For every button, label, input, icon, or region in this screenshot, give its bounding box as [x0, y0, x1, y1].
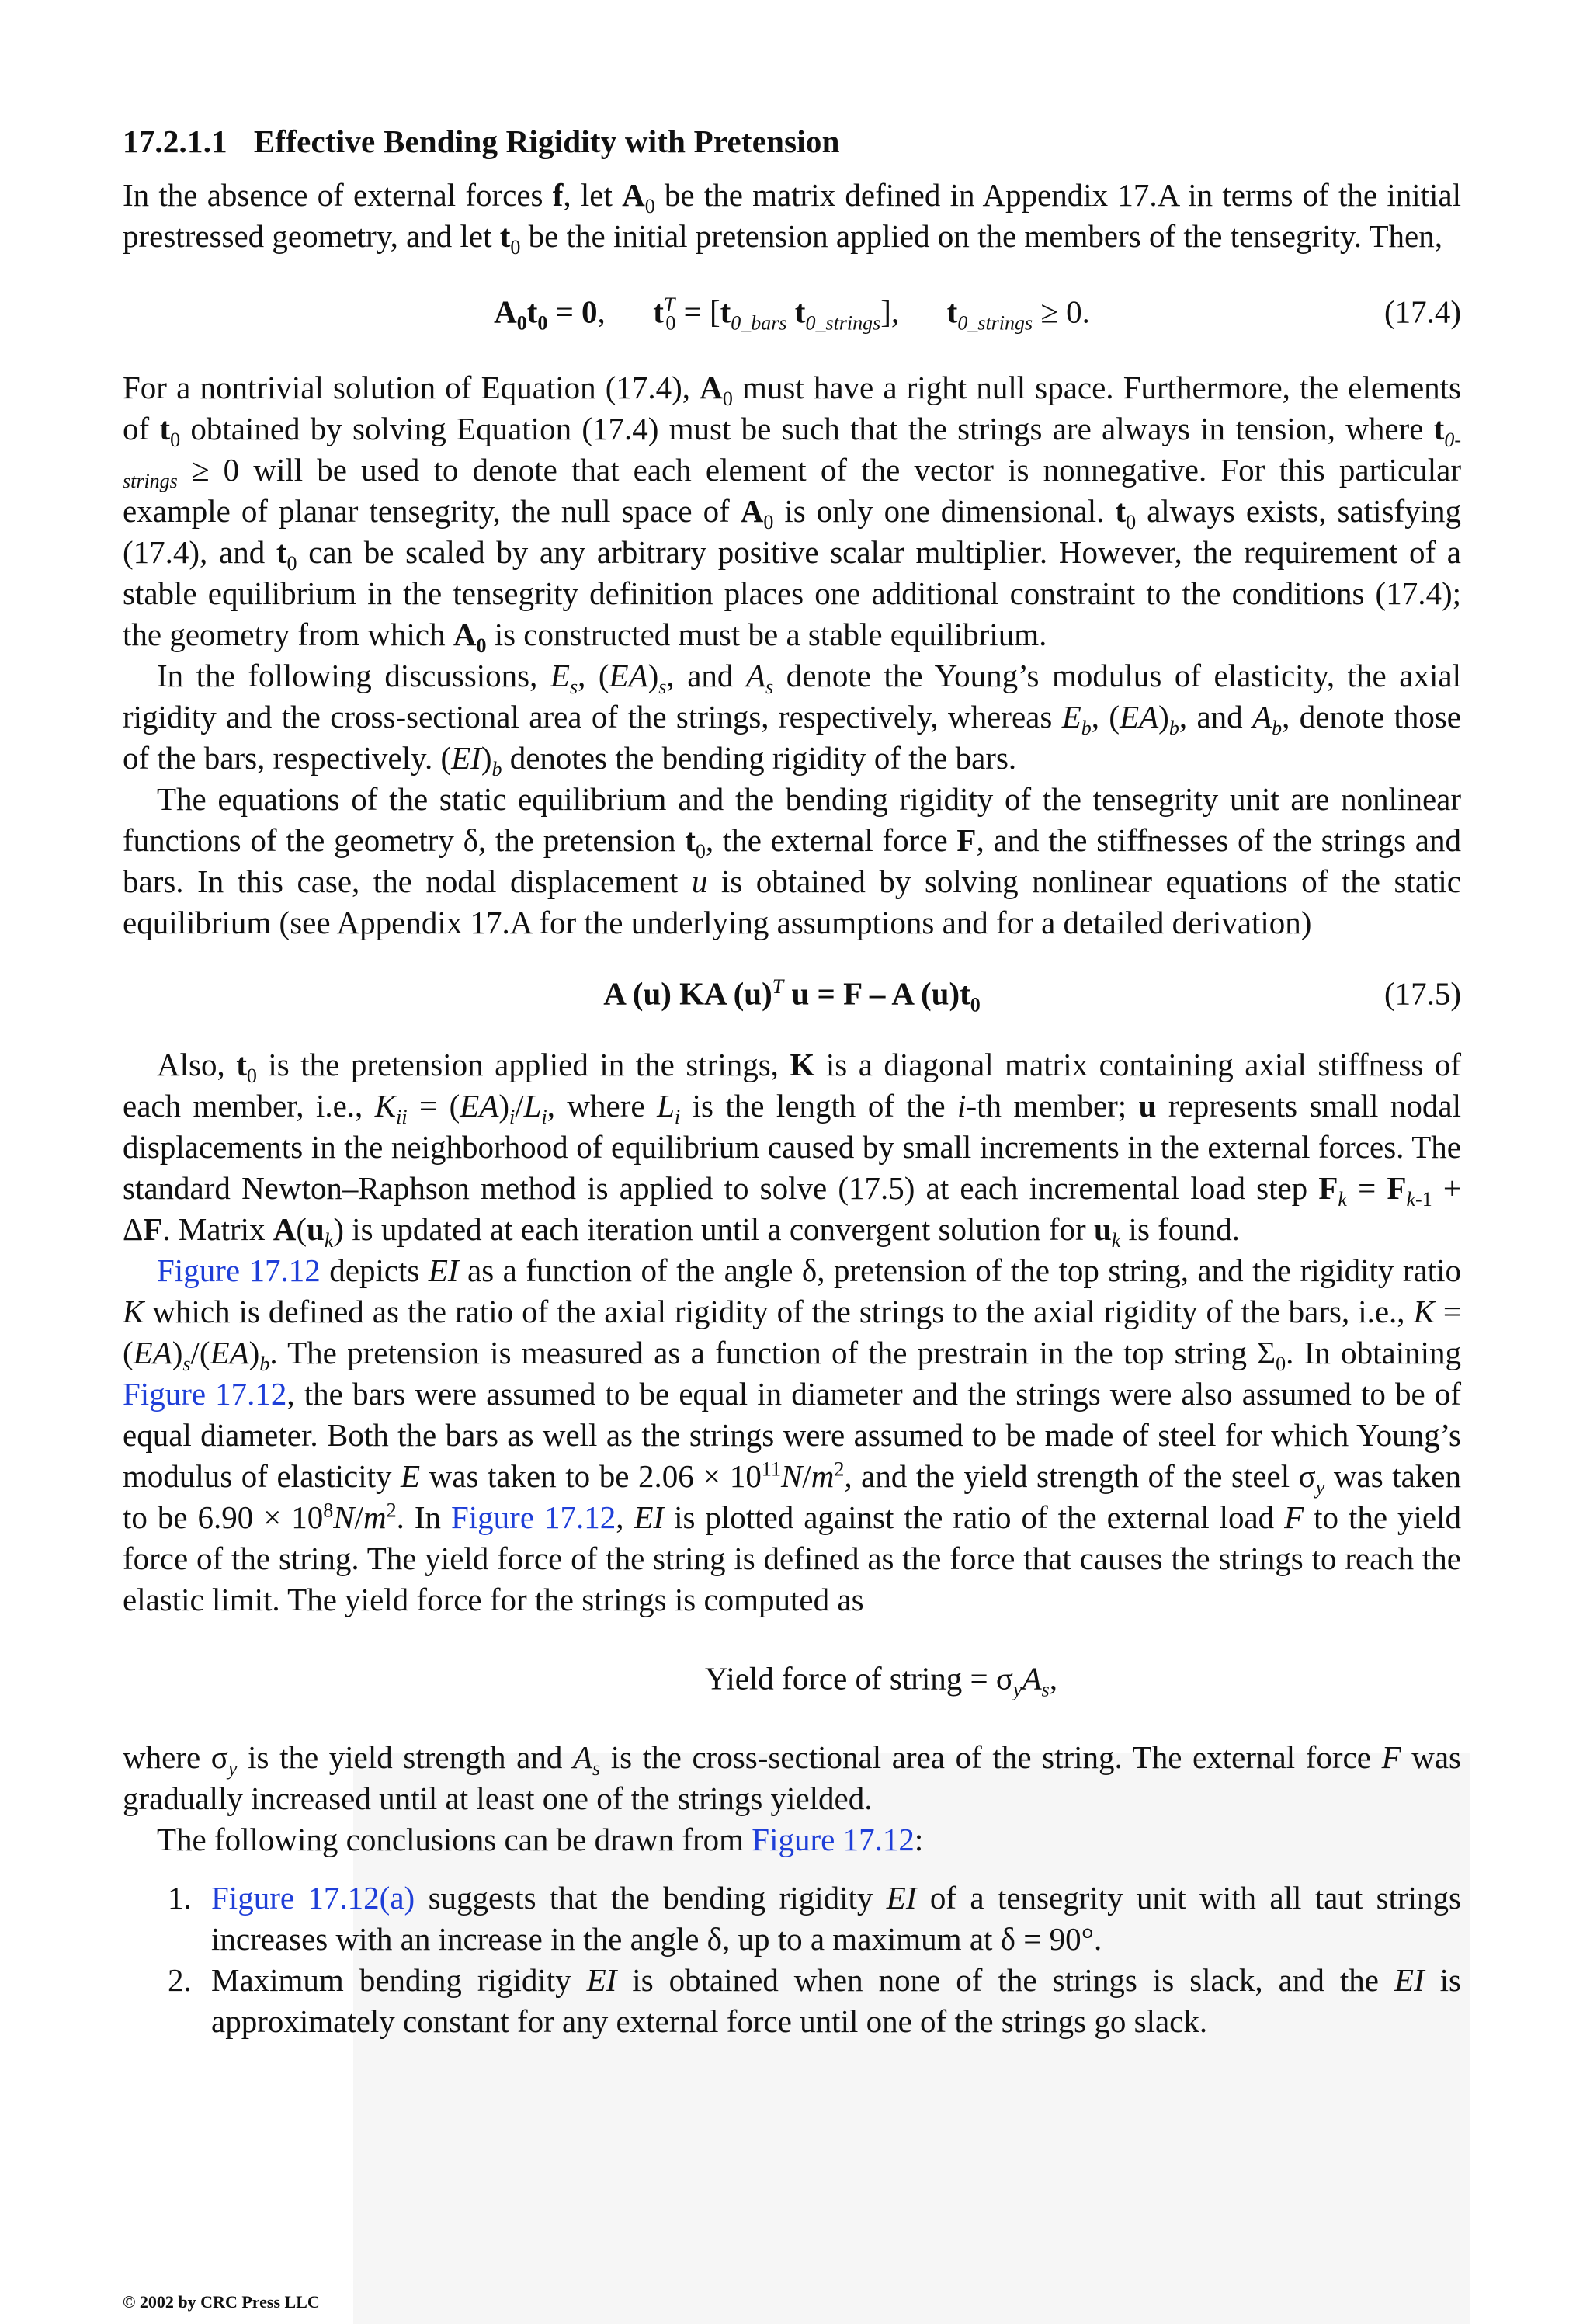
figure-link[interactable]: Figure 17.12	[157, 1252, 321, 1288]
equation-17-4	[123, 257, 1461, 367]
paragraph: Also, $t_0$ is the pretension applied in the strings, K is a diagonal matrix containing axial stiffness of each member, i.e., $K_{ii} = (EA)_i/L_i$, where $L_i$ is the length of the i-th member; u represents small nodal displacements in the neighborhood of equilibrium caused by small increments in the external forces. The standard Newton–Raphson method is applied to solve (17.5) at each incremental load step $F_k = F_{k-1} + \Delta F$. Matrix $A(u_k)$ is updated at each iteration until a convergent solution for $u_k$ is found.	[123, 1047, 1462, 1252]
figure-link[interactable]: Figure 17.12	[752, 1822, 915, 1857]
paragraph: For a nontrivial solution of Equation (17.4), $A_0$ must have a right null space. Furthermore, the elements of $t_0$ obtained by solving Equation (17.4) must be such that the strings are always in tension, where $t_{0-strings} \ge 0$ will be used to denote that each element of the vector is nonnegative. For this particular example of planar tensegrity, the null space of $A_0$ is only one dimensional. $t_0$ always exists, satisfying (17.4), and $t_0$ can be scaled by any arbitrary positive scalar multiplier. However, the requirement of a stable equilibrium in the tensegrity definition places one additional constraint to the conditions (17.4); the geometry from which $A_0$ is constructed must be a stable equilibrium.	[123, 370, 1461, 658]
equation-number: (17.4)	[1383, 294, 1461, 330]
section-heading	[123, 123, 840, 160]
figure-link[interactable]: Figure 17.12	[123, 1376, 287, 1412]
section-number: 17.2.1.1	[123, 123, 227, 159]
paragraph: The equations of the static equilibrium and the bending rigidity of the tensegrity unit are nonlinear functions of the geometry δ, the pretension $t_0$, the external force F, and the stiffnesses of the strings and bars. In this case, the nodal displacement u is obtained by solving nonlinear equations of the static equilibrium (see Appendix 17.A for the underlying assumptions and for a detailed derivation)	[123, 781, 1461, 940]
equation-17-5	[123, 943, 1461, 1044]
paragraph: Figure 17.12 depicts EI as a function of the angle δ, pretension of the top string, and the rigidity ratio K which is defined as the ratio of the axial rigidity of the strings to the axial rigidity of the bars, i.e., $K = (EA)_s/(EA)_b$. The pretension is measured as a function of the prestrain in the top string $\Sigma_0$. In obtaining Figure 17.12, the bars were assumed to be equal in diameter and the strings were also assumed to be of equal diameter. Both the bars as well as the strings were assumed to be made of steel for which Young’s modulus of elasticity E was taken to be $2.06 \times 10^{11}N/m^2$, and the yield strength of the steel $\sigma_y$ was taken to be $6.90 \times 10^8N/m^2$. In Figure 17.12, EI is plotted against the ratio of the external load F to the yield force of the string. The yield force of the string is defined as the force that causes the strings to reach the elastic limit. The yield force for the strings is computed as	[123, 1252, 1462, 1617]
equation-number: (17.5)	[1383, 975, 1461, 1012]
paragraph: In the following discussions, $E_s$, $(EA)_s$, and $A_s$ denote the Young’s modulus of elasticity, the axial rigidity and the cross-sectional area of the strings, respectively, whereas $E_b$, $(EA)_b$, and $A_b$, denote those of the bars, respectively. $(EI)_b$ denotes the bending rigidity of the bars.	[123, 658, 1461, 781]
section-title: Effective Bending Rigidity with Pretension	[253, 123, 840, 159]
list-item: 2. Maximum bending rigidity EI is obtained when none of the strings is slack, and the EI is approximately constant for any external force until one of the strings go slack.	[123, 1960, 1461, 2042]
figure-link[interactable]: Figure 17.12(a)	[211, 1880, 415, 1916]
equation-body: A (u) KA $(u)^T$ u = F – A $(u)t_0$	[603, 974, 981, 1016]
list-number: 2.	[168, 1962, 192, 1998]
paragraph: The following conclusions can be drawn from Figure 17.12:	[157, 1822, 924, 1857]
equation-body: $A_0t_0 = 0$, $t^T_0 = [t_{0\_bars}$ $t_{0\_strings}$], $t_{0\_strings} \ge 0$.	[494, 293, 1090, 335]
paragraph: where $\sigma_y$ is the yield strength and $A_s$ is the cross-sectional area of the string. The external force F was gradually increased until at least one of the strings yielded.	[123, 1739, 1462, 1816]
list-item: 1. Figure 17.12(a) suggests that the bending rigidity EI of a tensegrity unit with all taut strings increases with an increase in the angle δ, up to a maximum at δ = 90°.	[123, 1878, 1461, 1960]
figure-link[interactable]: Figure 17.12	[450, 1499, 616, 1535]
body-text	[123, 175, 1461, 2042]
list-number: 1.	[168, 1880, 192, 1916]
copyright-footer: © 2002 by CRC Press LLC	[123, 2292, 320, 2312]
paragraph: In the absence of external forces f, let $A_0$ be the matrix defined in Appendix 17.A in terms of the initial prestressed geometry, and let $t_0$ be the initial pretension applied on the members of the tensegrity. Then,	[123, 177, 1461, 259]
equation-body: Yield force of string = $\sigma_yA_s$,	[704, 1660, 1058, 1701]
equation-yield-force	[123, 1621, 1461, 1737]
conclusions-list	[123, 1878, 1461, 2042]
